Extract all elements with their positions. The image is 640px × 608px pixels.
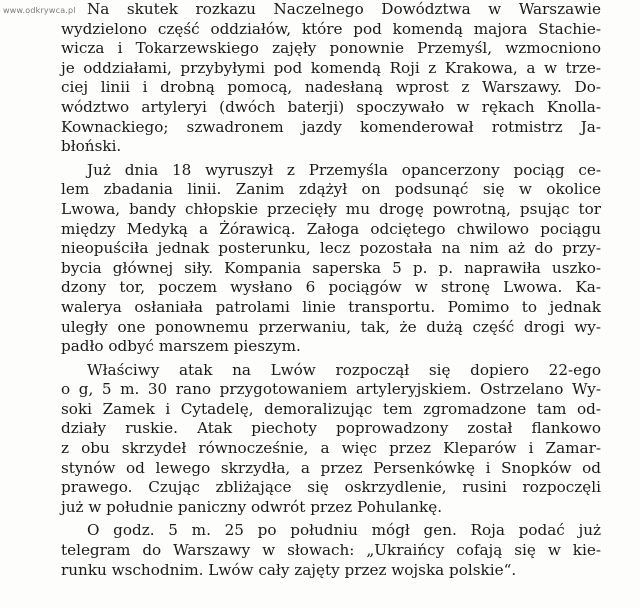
text-line: telegram do Warszawy w słowach: „Ukraińcy cofają się w kie- (61, 541, 601, 560)
text-line: stynów od lewego skrzydła, a przez Persenkówkę i Snopków od (61, 458, 601, 477)
watermark: www.odkrywca.pl (3, 6, 76, 15)
paragraph-1 (61, 0, 601, 157)
text-line: je oddziałami, przybyłymi pod komendą Roji z Krakowa, a w trze- (61, 58, 601, 77)
paragraph-3 (61, 361, 601, 518)
text-line: między Medyką a Żórawicą. Załoga odciętego chwilowo pociągu (61, 219, 601, 238)
text-line: lem zbadania linii. Zanim zdążył on podsunąć się w okolice (61, 180, 601, 199)
text-line: wództwo artyleryi (dwóch baterji) spoczywało w rękach Knolla- (61, 97, 601, 116)
text-line: nieopuściła jednak posterunku, lecz pozostała na nim aż do przy- (61, 239, 601, 258)
text-line: walerya osłaniała patrolami linie transportu. Pomimo to jednak (61, 297, 601, 316)
text-line: Właściwy atak na Lwów rozpoczął się dopiero 22-ego (87, 360, 601, 379)
text-line: Lwowa, bandy chłopskie przecięły mu drogę powrotną, psując tor (61, 199, 601, 218)
text-line: Kownackiego; szwadronem jazdy komenderował rotmistrz Ja- (61, 117, 601, 136)
text-line: ciej linii i drobną pomocą, nadesłaną wprost z Warszawy. Do- (61, 78, 601, 97)
text-line: błoński. (61, 137, 122, 156)
text-line: padło odbyć marszem pieszym. (61, 337, 301, 356)
article-body (61, 0, 601, 580)
text-line: bycia głównej siły. Kompania saperska 5 p. p. naprawiła uszko- (61, 258, 601, 277)
text-line: Na skutek rozkazu Naczelnego Dowództwa w Warszawie (87, 0, 601, 18)
text-line: już w południe paniczny odwrót przez Pohulankę. (61, 497, 443, 516)
text-line: O godz. 5 m. 25 po południu mógł gen. Roja podać już (87, 521, 601, 540)
text-line: prawego. Czując zbliżające się oskrzydlenie, rusini rozpoczęli (61, 478, 601, 497)
paragraph-2 (61, 161, 601, 357)
text-line: wydzielono część oddziałów, które pod komendą majora Stachie- (61, 19, 601, 38)
text-line: Już dnia 18 wyruszył z Przemyśla opancerzony pociąg ce- (87, 160, 601, 179)
text-line: dzony tor, poczem wysłano 6 pociągów w stronę Lwowa. Ka- (61, 278, 601, 297)
text-line: soki Zamek i Cytadelę, demoralizując tem zgromadzone tam od- (61, 399, 601, 418)
paragraph-4 (61, 521, 601, 580)
text-line: o g, 5 m. 30 rano przygotowaniem artyleryjskiem. Ostrzelano Wy- (61, 380, 601, 399)
text-line: z obu skrzydeł równocześnie, a więc przez Kleparów i Zamar- (61, 439, 601, 458)
text-line: wicza i Tokarzewskiego zajęły ponownie Przemyśl, wzmocniono (61, 39, 601, 58)
text-line: uległy one ponownemu przerwaniu, tak, że dużą część drogi wy- (61, 317, 601, 336)
text-line: runku wschodnim. Lwów cały zajęty przez wojska polskie“. (61, 560, 517, 579)
text-line: działy ruskie. Atak piechoty poprowadzony został flankowo (61, 419, 601, 438)
